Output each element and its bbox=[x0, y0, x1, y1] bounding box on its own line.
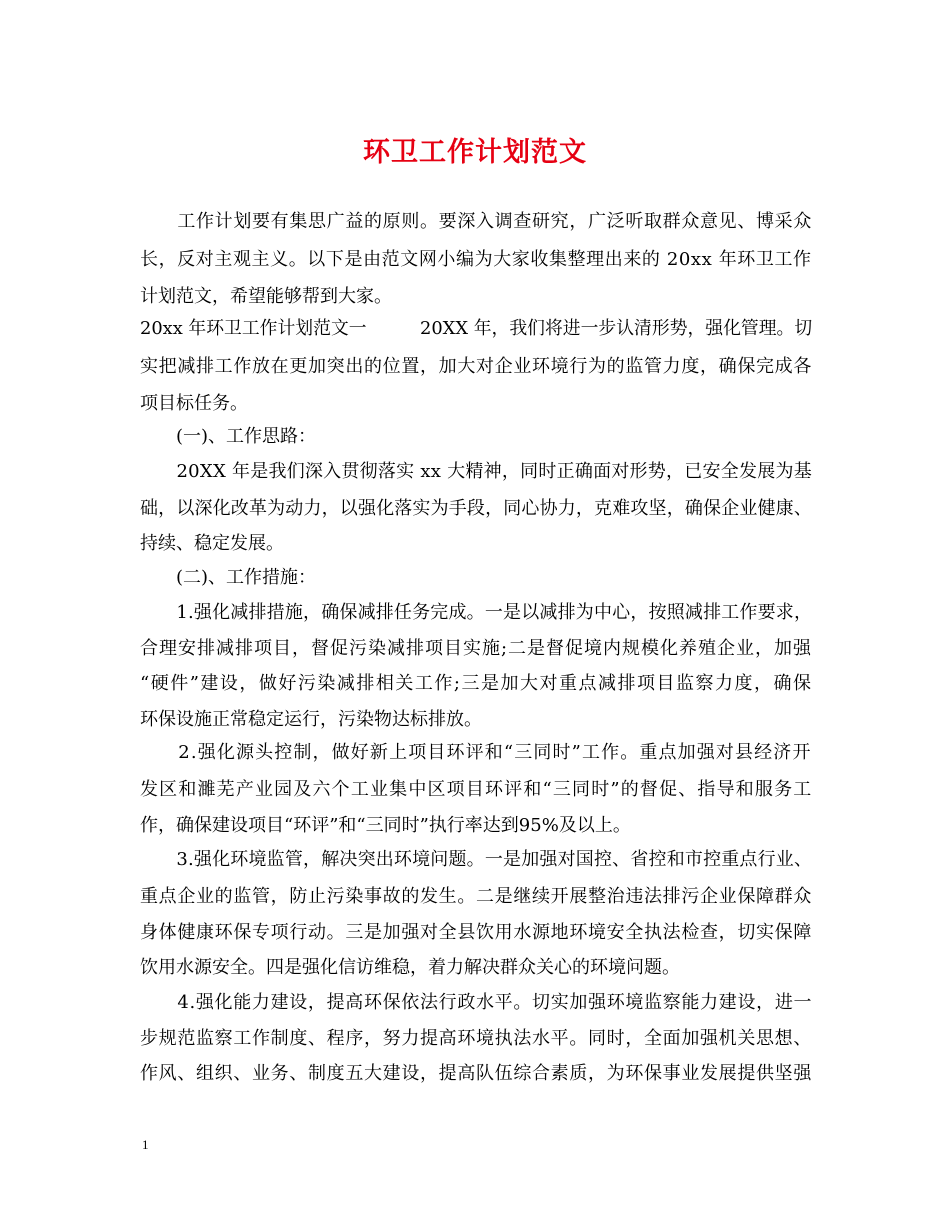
body-line: 长，反对主观主义。以下是由范文网小编为大家收集整理出来的 20xx 年环卫工作 bbox=[140, 249, 812, 270]
body-line: 工作计划要有集思广益的原则。要深入调查研究，广泛听取群众意见、博采众 bbox=[140, 211, 812, 232]
body-line: 20xx 年环卫工作计划范文一 20XX 年，我们将进一步认清形势，强化管理。切 bbox=[140, 318, 813, 339]
body-line: 20XX 年是我们深入贯彻落实 xx 大精神，同时正确面对形势，已安全发展为基 bbox=[140, 461, 812, 482]
body-line: 持续、稳定发展。 bbox=[140, 533, 284, 554]
document-title: 环卫工作计划范文 bbox=[363, 137, 587, 168]
body-line: 2.强化源头控制，做好新上项目环评和“三同时”工作。重点加强对县经济开 bbox=[140, 742, 812, 763]
body-line: 步规范监察工作制度、程序，努力提高环境执法水平。同时，全面加强机关思想、 bbox=[140, 1028, 812, 1049]
body-line: 实把减排工作放在更加突出的位置，加大对企业环境行为的监管力度，确保完成各 bbox=[140, 356, 812, 377]
body-line: 发区和濉芜产业园及六个工业集中区项目环评和“三同时”的督促、指导和服务工 bbox=[140, 779, 813, 800]
body-line: 1.强化减排措施，确保减排任务完成。一是以减排为中心，按照减排工作要求， bbox=[140, 602, 813, 623]
page-number: 1 bbox=[142, 1137, 149, 1152]
body-line: (二)、工作措施： bbox=[140, 567, 317, 588]
body-line: 4.强化能力建设，提高环保依法行政水平。切实加强环境监察能力建设，进一 bbox=[140, 992, 813, 1013]
body-line: 作，确保建设项目“环评”和“三同时”执行率达到95%及以上。 bbox=[140, 815, 631, 836]
body-line: 合理安排减排项目，督促污染减排项目实施;二是督促境内规模化养殖企业，加强 bbox=[140, 638, 813, 659]
body-line: “硬件”建设，做好污染减排相关工作;三是加大对重点减排项目监察力度，确保 bbox=[140, 673, 813, 694]
body-line: 础，以深化改革为动力，以强化落实为手段，同心协力，克难攻坚，确保企业健康、 bbox=[140, 498, 812, 519]
body-line: 身体健康环保专项行动。三是加强对全县饮用水源地环境安全执法检查，切实保障 bbox=[140, 922, 812, 943]
body-line: 项目标任务。 bbox=[140, 393, 248, 414]
body-line: 环保设施正常稳定运行，污染物达标排放。 bbox=[140, 709, 482, 730]
body-line: 重点企业的监管，防止污染事故的发生。二是继续开展整治违法排污企业保障群众 bbox=[140, 886, 812, 907]
body-line: 作风、组织、业务、制度五大建设，提高队伍综合素质，为环保事业发展提供坚强 bbox=[140, 1063, 812, 1084]
body-line: 计划范文，希望能够帮到大家。 bbox=[140, 286, 392, 307]
body-line: 饮用水源安全。四是强化信访维稳，着力解决群众关心的环境问题。 bbox=[140, 957, 680, 978]
body-line: 3.强化环境监管，解决突出环境问题。一是加强对国控、省控和市控重点行业、 bbox=[140, 849, 813, 870]
body-line: (一)、工作思路： bbox=[140, 426, 317, 447]
